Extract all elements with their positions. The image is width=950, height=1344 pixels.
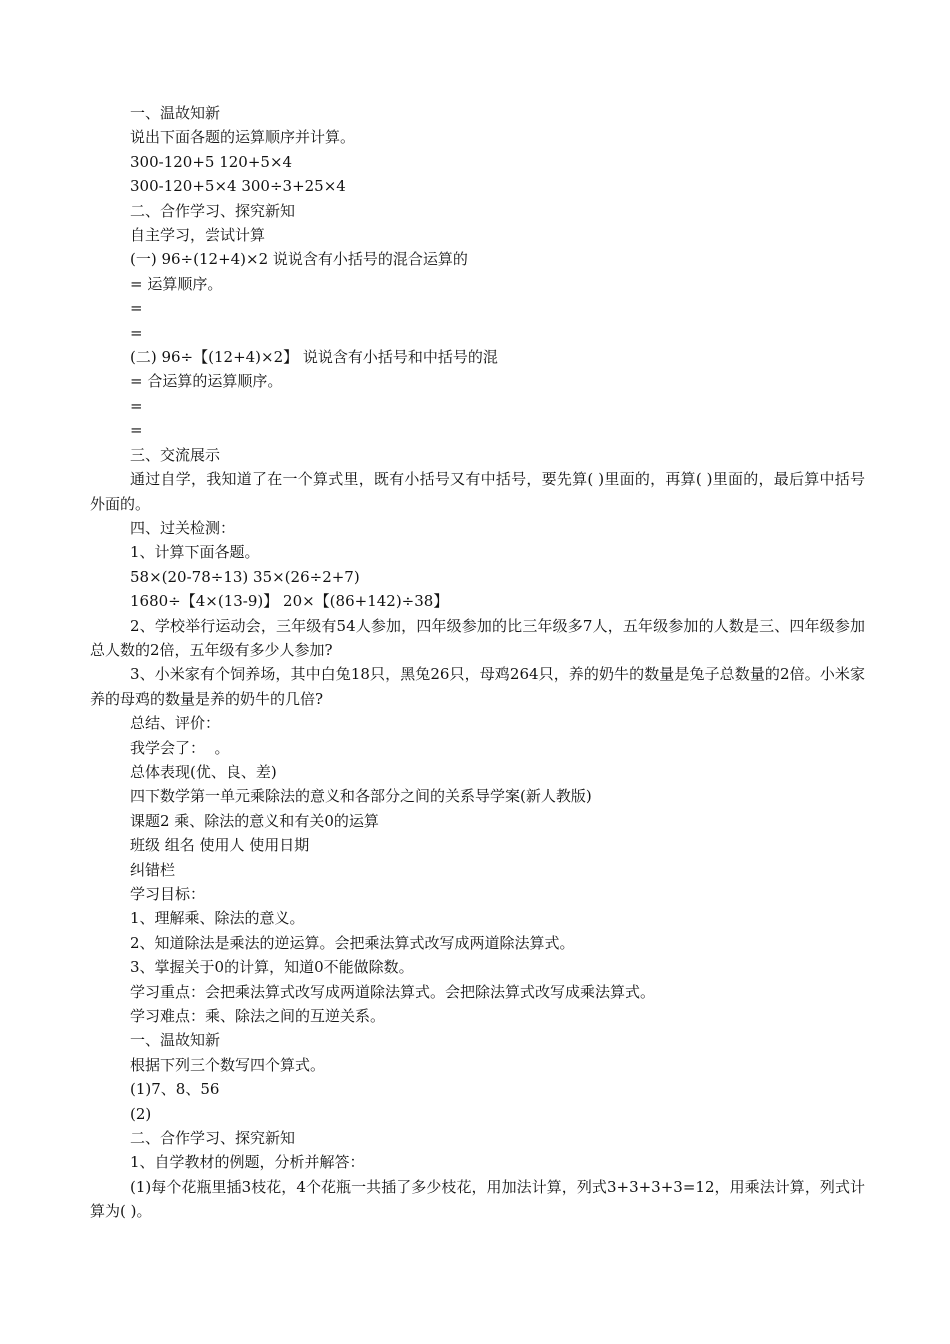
text-line: =	[130, 299, 143, 318]
text-line: 总结、评价：	[130, 714, 221, 733]
text-line: =	[130, 421, 143, 440]
text-line: 300-120+5×4 300÷3+25×4	[130, 177, 346, 196]
text-line: 自主学习，尝试计算	[130, 226, 266, 245]
text-line: 学习目标：	[130, 885, 206, 903]
text-line: 二、合作学习、探究新知	[130, 201, 296, 220]
text-line: = 合运算的运算顺序。	[130, 372, 283, 391]
text-line: =	[130, 323, 143, 342]
text-line: 2、知道除法是乘法的逆运算。会把乘法算式改写成两道除法算式。	[130, 933, 575, 952]
text-line: 300-120+5 120+5×4	[130, 152, 293, 171]
text-line: 三、交流展示	[130, 445, 221, 464]
text-line: 一、温故知新	[130, 104, 221, 122]
text-line: 一、温故知新	[130, 1031, 221, 1050]
text-line: 我学会了： 。	[130, 738, 230, 757]
text-line: 1、理解乘、除法的意义。	[130, 909, 305, 928]
text-line: 1、计算下面各题。	[130, 543, 260, 562]
text-line: 1、自学教材的例题，分析并解答：	[130, 1153, 365, 1172]
text-line: 3、掌握关于0的计算，知道0不能做除数。	[130, 958, 414, 977]
text-line: 58×(20-78÷13) 35×(26÷2+7)	[130, 567, 360, 586]
text-line: 四、过关检测：	[130, 518, 236, 537]
text-line: 纠错栏	[130, 860, 176, 879]
paragraph: 通过自学，我知道了在一个算式里，既有小括号又有中括号，要先算( )里面的，再算( )里面的，最后算中括号外面的。	[90, 470, 865, 513]
text-line: 根据下列三个数写四个算式。	[130, 1055, 326, 1074]
text-line: 1680÷【4×(13-9)】 20×【(86+142)÷38】	[130, 592, 449, 611]
paragraph: 2、学校举行运动会，三年级有54人参加，四年级参加的比三年级多7人，五年级参加的人数是三、四年级参加总人数的2倍，五年级有多少人参加?	[90, 616, 865, 659]
text-line: 说出下面各题的运算顺序并计算。	[130, 128, 356, 147]
text-line: 课题2 乘、除法的意义和有关0的运算	[130, 811, 379, 830]
text-line: 班级 组名 使用人 使用日期	[130, 836, 310, 855]
paragraph: 3、小米家有个饲养场，其中白兔18只，黑兔26只，母鸡264只，养的奶牛的数量是兔子总数量的2倍。小米家养的母鸡的数量是养的奶牛的几倍?	[90, 665, 865, 708]
text-line: 四下数学第一单元乘除法的意义和各部分之间的关系导学案(新人教版)	[130, 787, 592, 806]
paragraph: (1)每个花瓶里插3枝花，4个花瓶一共插了多少枝花，用加法计算，列式3+3+3+3=12，用乘法计算，列式计算为( )。	[90, 1177, 865, 1221]
text-line: =	[130, 396, 143, 415]
text-line: (1)7、8、56	[130, 1080, 220, 1099]
document-body	[90, 101, 865, 1224]
text-line: = 运算顺序。	[130, 274, 223, 293]
text-line: 二、合作学习、探究新知	[130, 1129, 296, 1148]
text-line: 学习重点：会把乘法算式改写成两道除法算式。会把除法算式改写成乘法算式。	[130, 982, 656, 1001]
text-line: (2)	[130, 1104, 152, 1123]
text-line: (一) 96÷(12+4)×2 说说含有小括号的混合运算的	[130, 250, 468, 269]
text-line: 学习难点：乘、除法之间的互逆关系。	[130, 1007, 386, 1026]
text-line: (二) 96÷【(12+4)×2】 说说含有小括号和中括号的混	[130, 348, 498, 367]
text-line: 总体表现(优、良、差)	[130, 762, 277, 781]
